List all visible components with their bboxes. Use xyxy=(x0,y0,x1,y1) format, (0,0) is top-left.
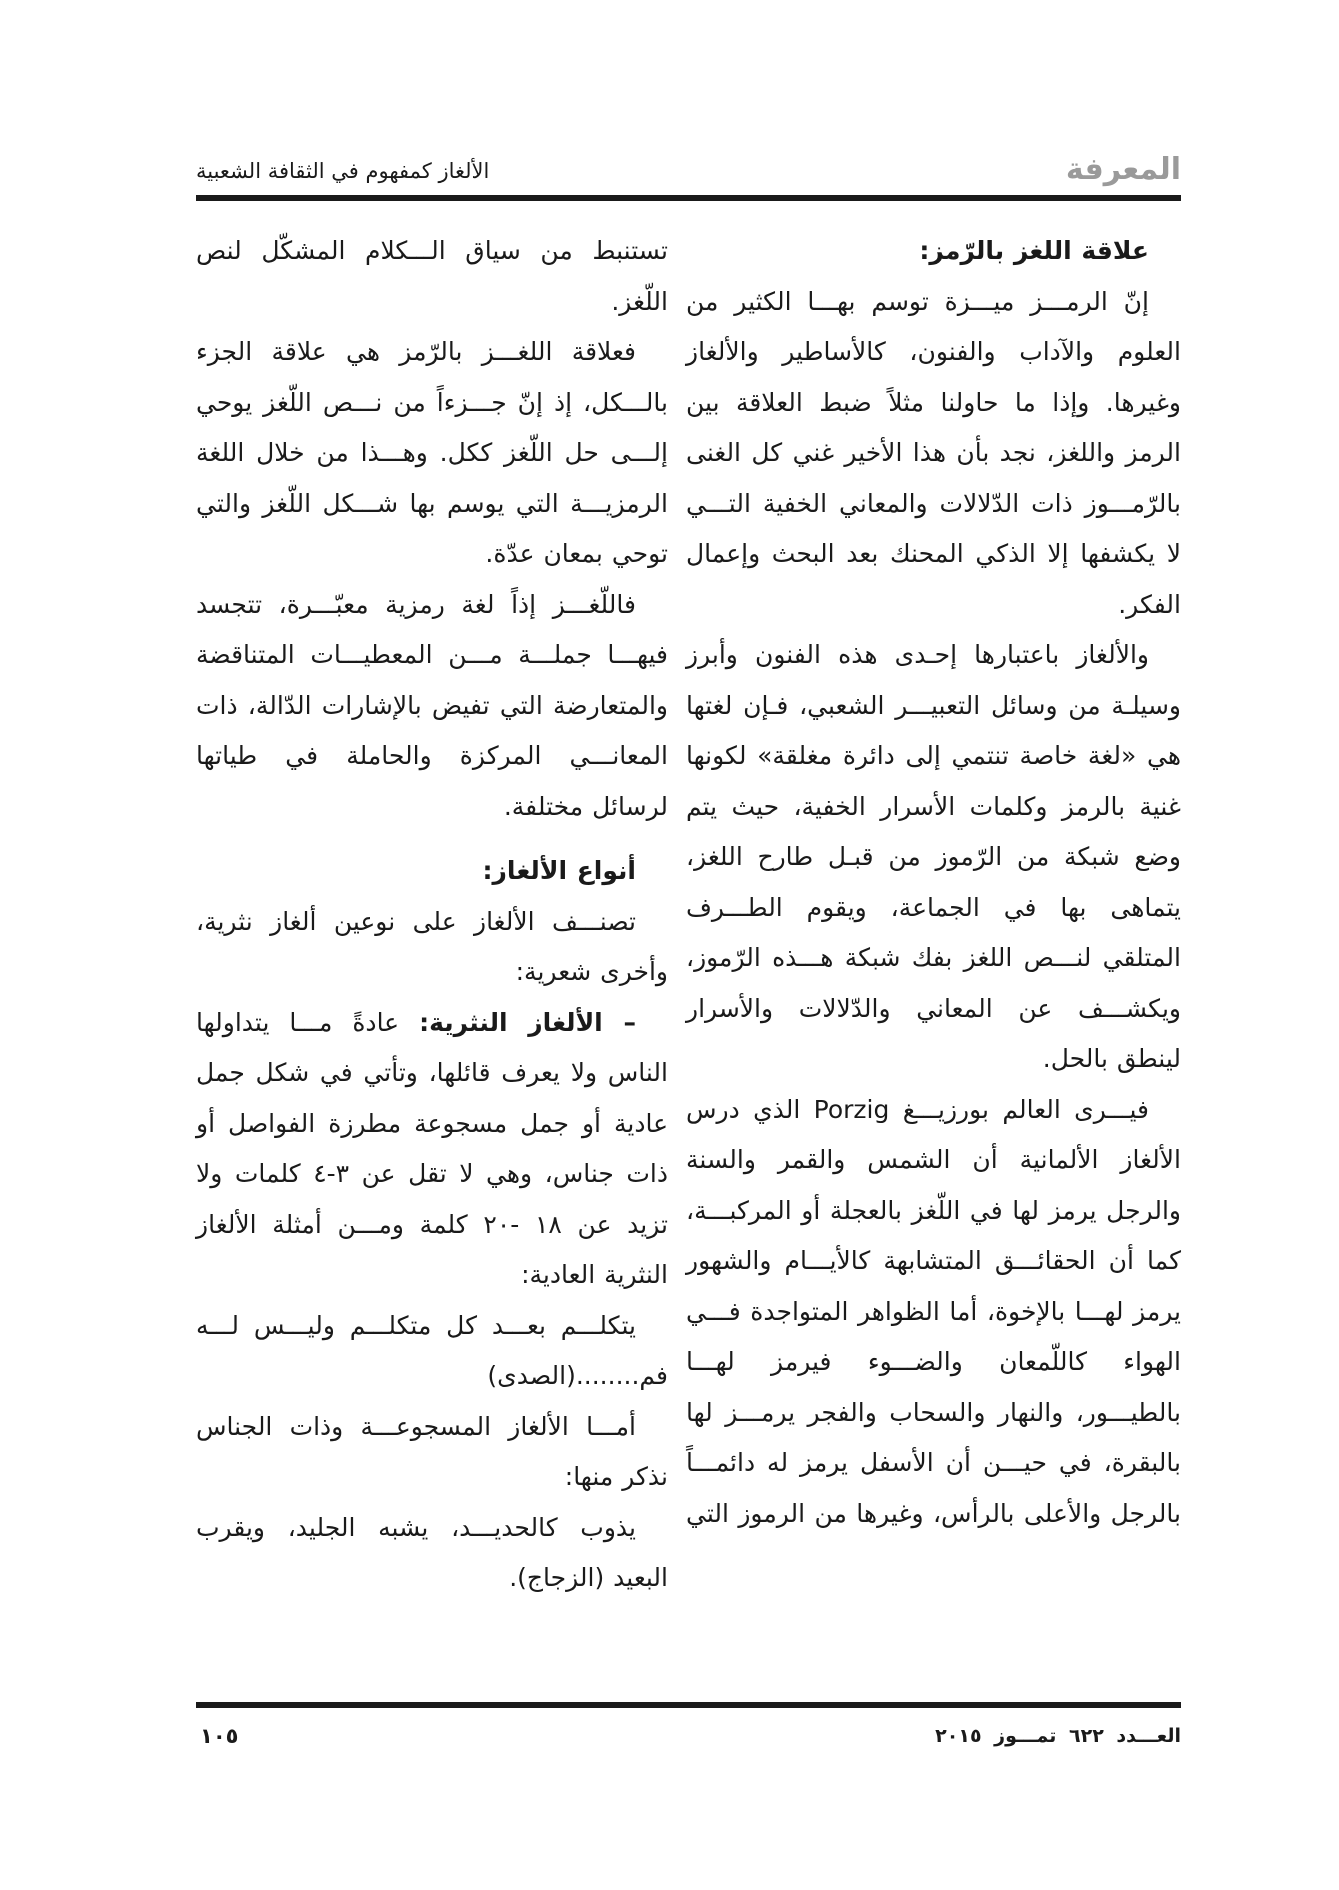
header-rule xyxy=(196,195,1181,201)
paragraph: فاللّغـــز إذاً لغة رمزية معبّـــرة، تتجسد فيهـــا جملـــة مـــن المعطيـــات المتناقضة والمتعارضة التي تفيض بالإشارات الدّالة، ذات المعانـــي المركزة والحاملة في طياتها لرسائل مختلفة. xyxy=(196,589,668,821)
riddle-example: يذوب كالحديـــد، يشبه الجليد، ويقرب البعيد (الزجاج). xyxy=(196,1512,668,1592)
paragraph: تستنبط من سياق الـــكلام المشكّل لنص اللّغز. xyxy=(196,236,668,316)
paragraph: إنّ الرمـــز ميـــزة توسم بهـــا الكثير من العلوم والآداب والفنون، كالأساطير والألغاز وغيرها. وإذا ما حاولنا مثلاً ضبط العلاقة بين الرمز واللغز، نجد بأن هذا الأخير غني كل الغنى بالرّمـــوز ذات الدّلالات والمعاني الخفية التـــي لا يكشفها إلا الذكي المحنك بعد البحث وإعمال الفكر. xyxy=(686,286,1181,619)
issue-info: العـــدد ٦٢٢ تمـــوز ٢٠١٥ xyxy=(935,1725,1181,1747)
paragraph: فعلاقة اللغـــز بالرّمز هي علاقة الجزء بالـــكل، إذ إنّ جـــزءاً من نـــص اللّغز يوحي إلـــى حل اللّغز ككل. وهـــذا من خلال اللغة الرمزيـــة التي يوسم بها شـــكل اللّغز والتي توحي بمعان عدّة. xyxy=(196,337,668,568)
prose-riddles-term: – الألغاز النثرية: xyxy=(419,1007,636,1037)
paragraph: والألغاز باعتبارها إحـدى هذه الفنون وأبرز وسيلـة من وسائل التعبيـــر الشعبي، فـإن لغتها هي «لغة خاصة تنتمي إلى دائرة مغلقة» لكونها غنية بالرمز وكلمات الأسرار الخفية، حيث يتم وضع شبكة من الرّموز من قبـل طارح اللغز، يتماهى بها في الجماعة، ويقوم الطـــرف المتلقي لنـــص اللغز بفك شبكة هـــذه الرّموز، ويكشـــف عن المعاني والدّلالات والأسرار لينطق بالحل. xyxy=(686,640,1181,1073)
left-column xyxy=(196,226,668,1604)
paragraph: تصنـــف الألغاز على نوعين ألغاز نثرية، وأخرى شعرية: xyxy=(196,906,668,986)
paragraph: أمـــا الألغاز المسجوعـــة وذات الجناس نذكر منها: xyxy=(196,1411,668,1491)
footer-rule xyxy=(196,1702,1181,1708)
page-footer xyxy=(196,1718,1181,1758)
section-heading-riddle-symbol: علاقة اللغز بالرّمز: xyxy=(919,236,1149,265)
riddle-example: يتكلـــم بعـــد كل متكلـــم وليـــس لـــه فم........(الصدى) xyxy=(196,1310,668,1390)
paragraph: فيـــرى العالم بورزيـــغ Porzig الذي درس الألغاز الألمانية أن الشمس والقمر والسنة والرجل يرمز لها في اللّغز بالعجلة أو المركبـــة، كما أن الحقائـــق المتشابهة كالأيـــام والشهور يرمز لهـــا بالإخوة، أما الظواهر المتواجدة فـــي الهواء كاللّمعان والضـــوء فيرمز لهـــا بالطيـــور، والنهار والسحاب والفجر يرمـــز لها بالبقرة، في حيـــن أن الأسفل يرمز له دائمـــاً بالرجل والأعلى بالرأس، وغيرها من الرموز التي xyxy=(686,1094,1181,1528)
page-number: ١٠٥ xyxy=(200,1724,239,1748)
section-heading-riddle-types: أنواع الألغاز: xyxy=(482,856,636,885)
prose-riddles-paragraph xyxy=(196,998,668,1301)
running-title: الألغاز كمفهوم في الثقافة الشعبية xyxy=(196,159,490,183)
right-column xyxy=(686,226,1181,1539)
magazine-logo: المعرفة xyxy=(1065,152,1181,187)
prose-riddles-text: عادةً مـــا يتداولها الناس ولا يعرف قائلها، وتأتي في شكل جمل عادية أو جمل مسجوعة مطرزة الفواصل أو ذات جناس، وهي لا تقل عن ٣-٤ كلمات ولا تزيد عن ١٨ -٢٠ كلمة ومـــن أمثلة الألغاز النثرية العادية: xyxy=(196,1007,669,1289)
